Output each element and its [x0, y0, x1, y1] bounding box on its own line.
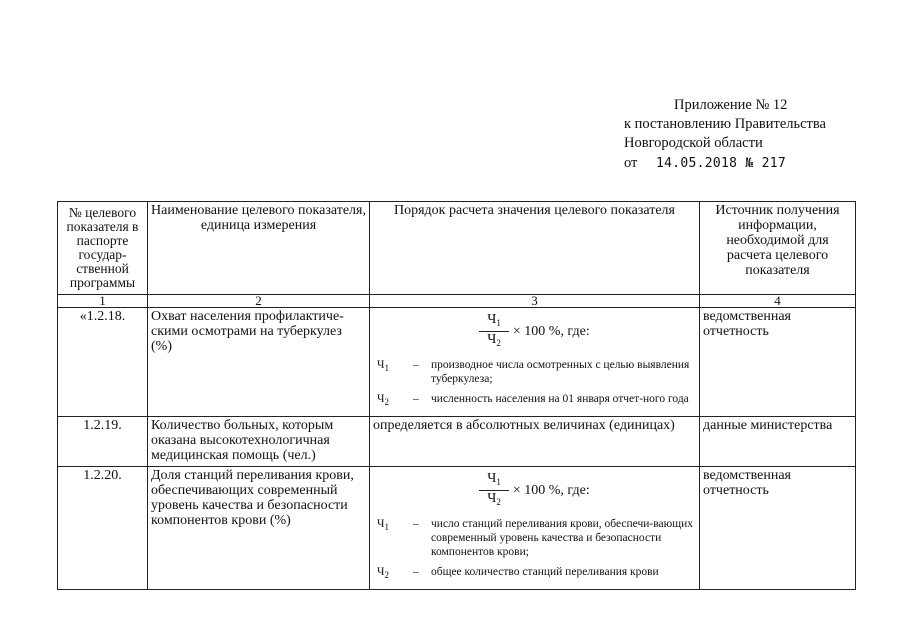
appendix-region: Новгородской области: [624, 135, 763, 151]
information-source: ведомственная отчетность: [700, 308, 856, 417]
formula-numerator: $Ч_1$: [479, 313, 509, 332]
legend-item: $Ч_2$ – общее количество станций переливания крови: [377, 566, 659, 580]
indicator-number: 1.2.19.: [58, 417, 148, 467]
appendix-title: Приложение № 12: [674, 97, 788, 113]
header-cell: Наименование целевого показателя, единица измерения: [148, 202, 370, 295]
table-row: [58, 417, 856, 467]
header-cell: Источник получения информации, необходимой для расчета целевого показателя: [700, 202, 856, 295]
information-source: ведомственная отчетность: [700, 467, 856, 590]
formula-denominator: $Ч_2$: [487, 491, 501, 507]
formula-denominator: $Ч_2$: [487, 332, 501, 348]
column-number: 3: [370, 295, 700, 308]
date-number-stamp: 14.05.2018 № 217: [656, 156, 787, 171]
information-source: данные министерства: [700, 417, 856, 467]
appendix-block: [624, 96, 826, 173]
legend-item: $Ч_1$ – производное числа осмотренных с целью выявления туберкулеза;: [377, 359, 690, 385]
column-number: 2: [148, 295, 370, 308]
calculation-method: [370, 308, 700, 417]
formula: [373, 472, 696, 509]
formula: [373, 313, 696, 350]
indicator-number: «1.2.18.: [58, 308, 148, 417]
table-row: [58, 467, 856, 590]
legend-item: $Ч_2$ – численность населения на 01 января отчет-ного года: [377, 393, 689, 407]
calculation-method: [370, 467, 700, 590]
formula-legend: [373, 517, 696, 582]
indicators-table: [57, 201, 856, 590]
column-number: 1: [58, 295, 148, 308]
column-number: 4: [700, 295, 856, 308]
formula-numerator: $Ч_1$: [479, 472, 509, 491]
from-label: от: [624, 155, 638, 171]
column-number-row: [58, 295, 856, 308]
appendix-resolution: к постановлению Правительства: [624, 116, 826, 132]
formula-legend: [373, 358, 696, 409]
indicator-number: 1.2.20.: [58, 467, 148, 590]
indicator-name: Количество больных, которым оказана высокотехнологичная медицинская помощь (чел.): [148, 417, 370, 467]
header-cell: Порядок расчета значения целевого показателя: [370, 202, 700, 295]
indicator-name: Охват населения профилактиче-скими осмотрами на туберкулез (%): [148, 308, 370, 417]
header-row: [58, 202, 856, 295]
indicator-name: Доля станций переливания крови, обеспечивающих современный уровень качества и безопасности компонентов крови (%): [148, 467, 370, 590]
legend-item: $Ч_1$ – число станций переливания крови, обеспечи-вающих современный уровень качества и безопасности компонентов крови;: [377, 518, 693, 558]
header-cell: № целевого показателя в паспорте государ-ственной программы: [58, 202, 148, 295]
appendix-date-line: [624, 154, 826, 173]
formula-suffix: × 100 %, где:: [512, 483, 590, 498]
formula-suffix: × 100 %, где:: [512, 324, 590, 339]
table-row: [58, 308, 856, 417]
calculation-method: определяется в абсолютных величинах (единицах): [370, 417, 700, 467]
